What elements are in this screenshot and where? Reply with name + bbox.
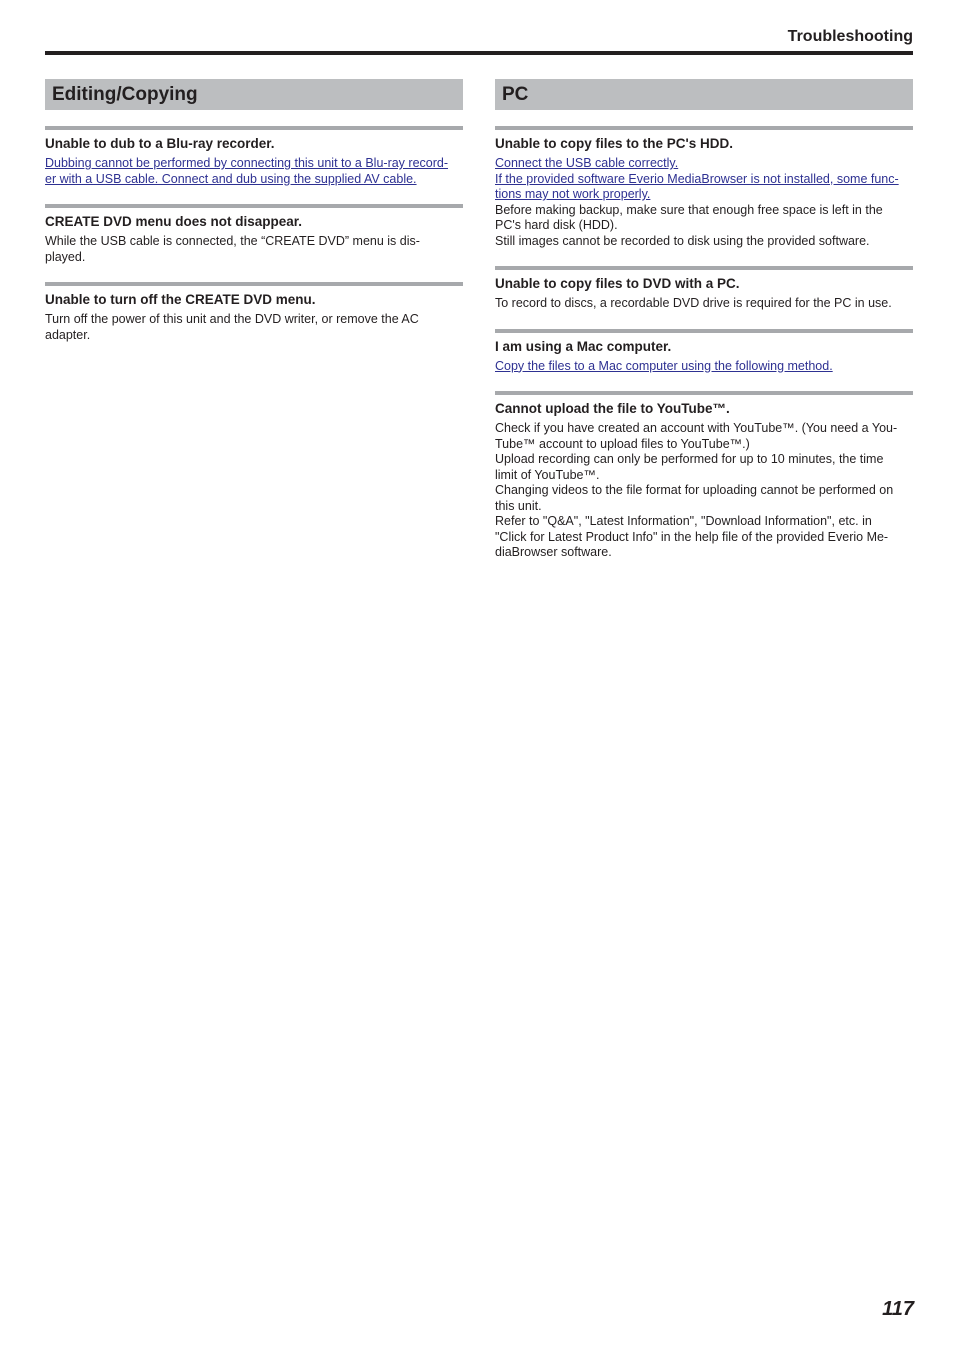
body-text: PC's hard disk (HDD). xyxy=(495,218,618,232)
topic xyxy=(495,126,913,249)
body-text: limit of YouTube™. xyxy=(495,467,600,482)
help-link[interactable]: tions may not work properly. xyxy=(495,187,651,201)
help-link[interactable]: Copy the files to a Mac computer using the following method. xyxy=(495,358,833,373)
pc-column xyxy=(495,79,913,561)
help-link[interactable]: Connect the USB cable correctly. xyxy=(495,156,679,170)
body-text: Check if you have created an account with YouTube™. (You need a You- xyxy=(495,421,898,435)
body-text: Upload recording can only be performed for up to 10 minutes, the time xyxy=(495,452,884,466)
body-text: adapter. xyxy=(45,327,91,342)
topic-body xyxy=(495,421,913,561)
topic xyxy=(45,282,463,343)
topic-title: CREATE DVD menu does not disappear. xyxy=(45,214,303,229)
topic xyxy=(495,391,913,561)
body-text: "Click for Latest Product Info" in the help file of the provided Everio Me- xyxy=(495,529,889,544)
header-rule xyxy=(45,51,913,55)
topic xyxy=(495,266,913,312)
help-link[interactable]: Dubbing cannot be performed by connecting this unit to a Blu-ray record- xyxy=(45,156,449,170)
topic-title: Unable to copy files to DVD with a PC. xyxy=(495,276,740,291)
topic-title: Cannot upload the file to YouTube™. xyxy=(495,401,730,416)
topic-body xyxy=(45,312,463,343)
topic-title: I am using a Mac computer. xyxy=(495,338,672,354)
topic xyxy=(45,204,463,265)
body-text: diaBrowser software. xyxy=(495,545,612,559)
topic-body xyxy=(45,156,463,187)
body-text: Tube™ account to upload files to YouTube™.) xyxy=(495,436,750,451)
help-link[interactable]: If the provided software Everio MediaBrowser is not installed, some func- xyxy=(495,171,899,186)
body-text: Refer to "Q&A", "Latest Information", "Download Information", etc. in xyxy=(495,514,872,528)
topic-body xyxy=(495,156,913,249)
editing-copying-column xyxy=(45,79,463,343)
header-title: Troubleshooting xyxy=(787,28,913,45)
body-text: Before making backup, make sure that enough free space is left in the xyxy=(495,202,883,217)
topic-title: Unable to copy files to the PC's HDD. xyxy=(495,136,733,151)
body-text: To record to discs, a recordable DVD drive is required for the PC in use. xyxy=(495,296,892,310)
body-text: Changing videos to the file format for uploading cannot be performed on xyxy=(495,483,894,497)
section-heading-editing-copying: Editing/Copying xyxy=(45,79,463,110)
body-text: Turn off the power of this unit and the DVD writer, or remove the AC xyxy=(45,312,419,326)
topic-body xyxy=(495,296,913,312)
topic-title: Unable to dub to a Blu-ray recorder. xyxy=(45,136,275,151)
topic-body xyxy=(45,234,463,265)
topic xyxy=(495,329,913,375)
body-text: While the USB cable is connected, the “CREATE DVD” menu is dis- xyxy=(45,234,420,248)
topic-title: Unable to turn off the CREATE DVD menu. xyxy=(45,292,316,307)
body-text: this unit. xyxy=(495,498,542,513)
section-heading-pc: PC xyxy=(495,79,913,110)
page-number: 117 xyxy=(882,1298,914,1320)
topic-body xyxy=(495,359,913,375)
topic xyxy=(45,126,463,187)
help-link[interactable]: er with a USB cable. Connect and dub using the supplied AV cable. xyxy=(45,171,417,186)
body-text: played. xyxy=(45,249,86,264)
body-text: Still images cannot be recorded to disk using the provided software. xyxy=(495,233,870,248)
